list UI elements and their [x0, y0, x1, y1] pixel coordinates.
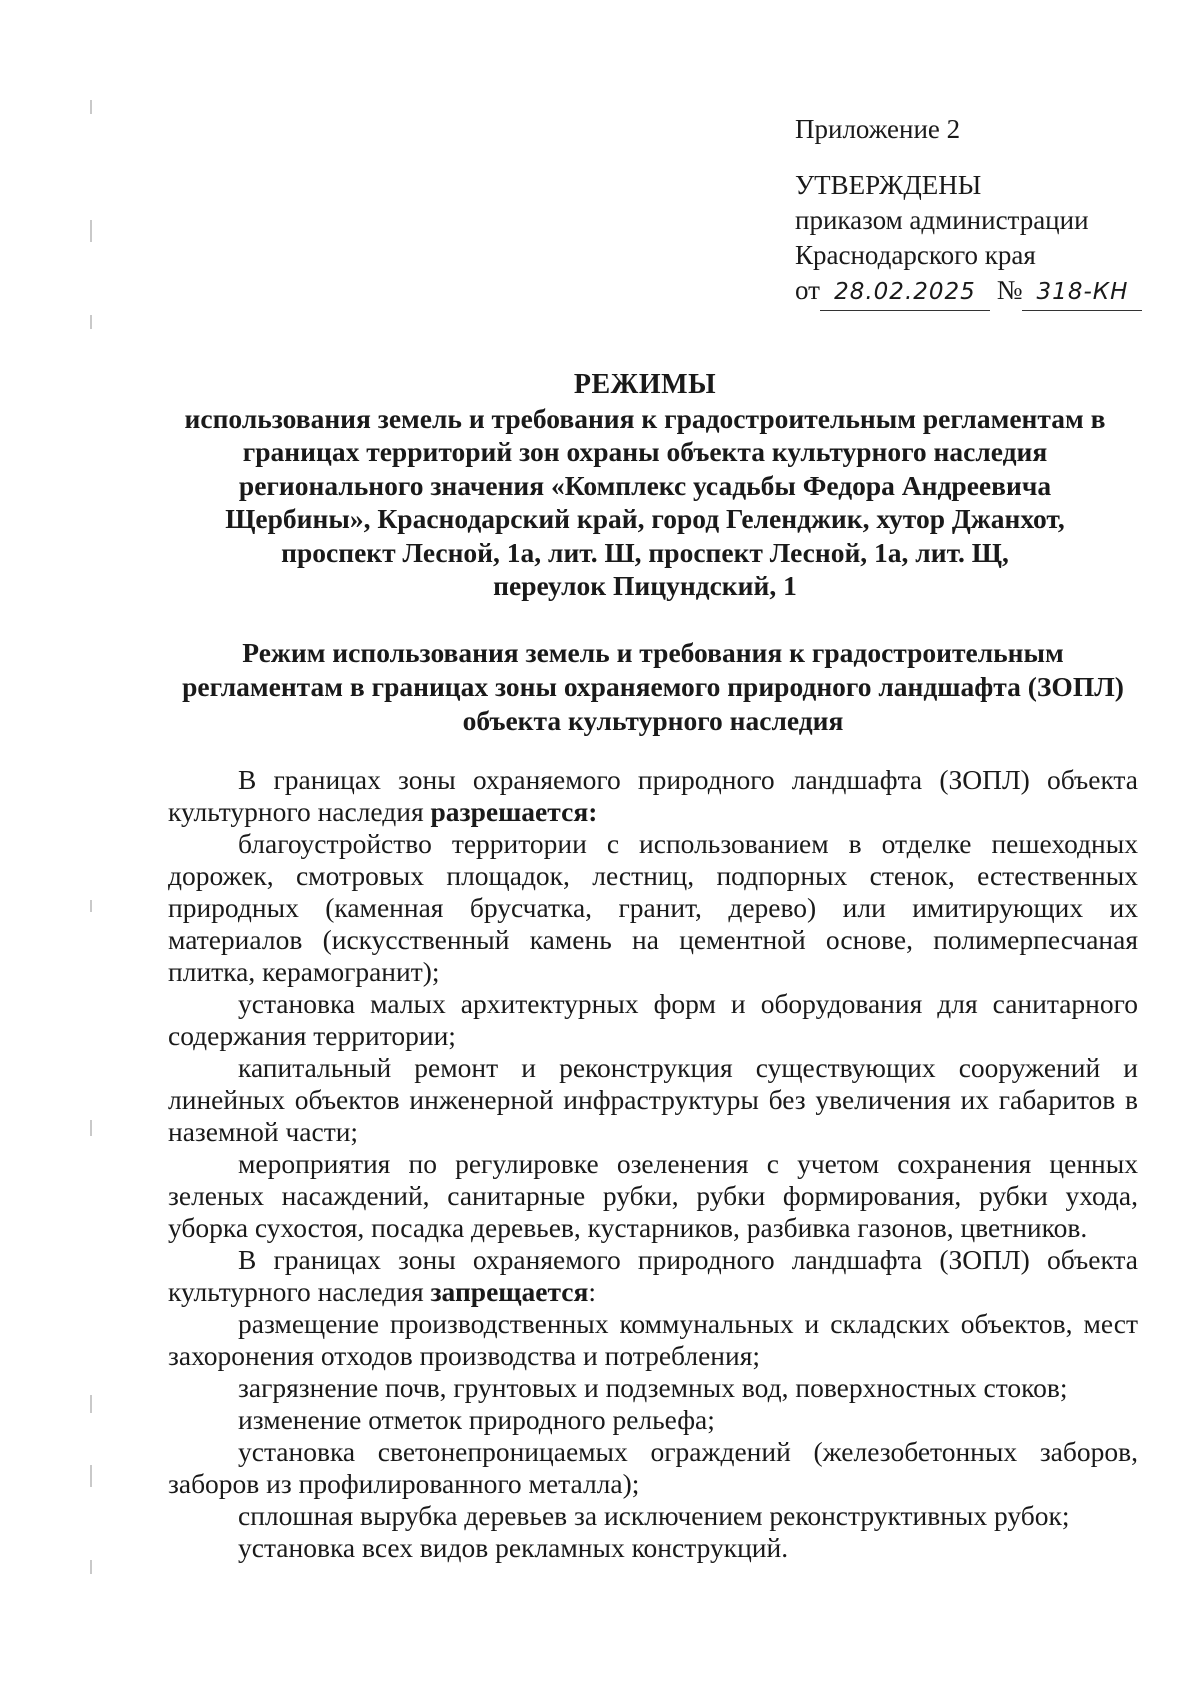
scan-mark: [90, 220, 92, 242]
date-number-line: [795, 273, 1142, 311]
approved-label: УТВЕРЖДЕНЫ: [795, 170, 982, 200]
scan-mark: [90, 900, 92, 912]
allowed-intro-text: В границах зоны охраняемого природного ландшафта (ЗОПЛ) объекта культурного наследия: [168, 764, 1138, 827]
approval-block: [795, 112, 1142, 311]
title-line: переулок Пицундский, 1: [493, 570, 797, 601]
forbidden-intro-paragraph: [168, 1244, 1138, 1308]
section-heading-line: объекта культурного наследия: [462, 705, 844, 736]
scan-mark: [90, 1395, 92, 1413]
forbidden-colon: :: [588, 1276, 597, 1307]
body-text: [168, 764, 1138, 1564]
section-heading-line: Режим использования земель и требования к градостроительным: [242, 637, 1064, 668]
section-heading-line: регламентам в границах зоны охраняемого природного ландшафта (ЗОПЛ): [182, 671, 1124, 702]
allowed-item: капитальный ремонт и реконструкция существующих сооружений и линейных объектов инженерной инфраструктуры без увеличения их габаритов в наземной части;: [168, 1052, 1138, 1147]
title-line: проспект Лесной, 1а, лит. Ш, проспект Лесной, 1а, лит. Щ,: [281, 536, 1009, 568]
number-prefix: №: [996, 275, 1023, 305]
forbidden-item: установка светонепроницаемых ограждений (железобетонных заборов, заборов из профилированного металла);: [168, 1436, 1138, 1499]
allowed-intro-paragraph: [168, 764, 1138, 828]
title-line: использования земель и требования к градостроительным регламентам в: [184, 402, 1106, 434]
forbidden-item: сплошная вырубка деревьев за исключением реконструктивных рубок;: [238, 1500, 1070, 1531]
scan-mark: [90, 1465, 92, 1487]
forbidden-item: размещение производственных коммунальных и складских объектов, мест захоронения отходов производства и потребления;: [168, 1308, 1138, 1371]
forbidden-intro-text: В границах зоны охраняемого природного ландшафта (ЗОПЛ) объекта культурного наследия: [168, 1244, 1138, 1307]
scan-mark: [90, 1120, 92, 1136]
forbidden-item: загрязнение почв, грунтовых и подземных вод, поверхностных стоков;: [238, 1372, 1068, 1403]
handwritten-date: 28.02.2025: [820, 275, 990, 311]
scan-mark: [90, 100, 92, 114]
handwritten-number: 318-КН: [1022, 275, 1142, 311]
section-heading: [168, 636, 1138, 738]
title-main: РЕЖИМЫ: [573, 369, 717, 400]
allowed-item: мероприятия по регулировке озеленения с учетом сохранения ценных зеленых насаждений, санитарные рубки, рубки формирования, рубки ухода, уборка сухостоя, посадка деревьев, кустарников, разбивка газонов, цветников.: [168, 1148, 1138, 1243]
allowed-item: благоустройство территории с использованием в отделке пешеходных дорожек, смотровых площадок, лестниц, подпорных стенок, естественных природных (каменная брусчатка, гранит, дерево) или имитирующих их материалов (искусственный камень на цементной основе, полимерпесчаная плитка, керамогранит);: [168, 828, 1138, 987]
allowed-item: установка малых архитектурных форм и оборудования для санитарного содержания территории;: [168, 988, 1138, 1051]
appendix-label: Приложение 2: [795, 114, 961, 144]
document-title: [150, 368, 1140, 603]
title-line: регионального значения «Комплекс усадьбы Федора Андреевича: [238, 469, 1052, 501]
forbidden-item: изменение отметок природного рельефа;: [238, 1404, 715, 1435]
forbidden-item: установка всех видов рекламных конструкций.: [238, 1532, 789, 1563]
forbidden-keyword: запрещается: [430, 1276, 589, 1307]
date-prefix: от: [795, 275, 820, 305]
approved-by-line-2: Краснодарского края: [795, 240, 1036, 270]
title-line: границах территорий зон охраны объекта культурного наследия: [242, 436, 1048, 467]
scan-mark: [90, 1560, 92, 1574]
title-line: Щербины», Краснодарский край, город Геленджик, хутор Джанхот,: [225, 503, 1065, 534]
approved-by-line-1: приказом администрации: [795, 205, 1089, 235]
scan-mark: [90, 315, 92, 329]
allowed-keyword: разрешается:: [430, 796, 598, 827]
